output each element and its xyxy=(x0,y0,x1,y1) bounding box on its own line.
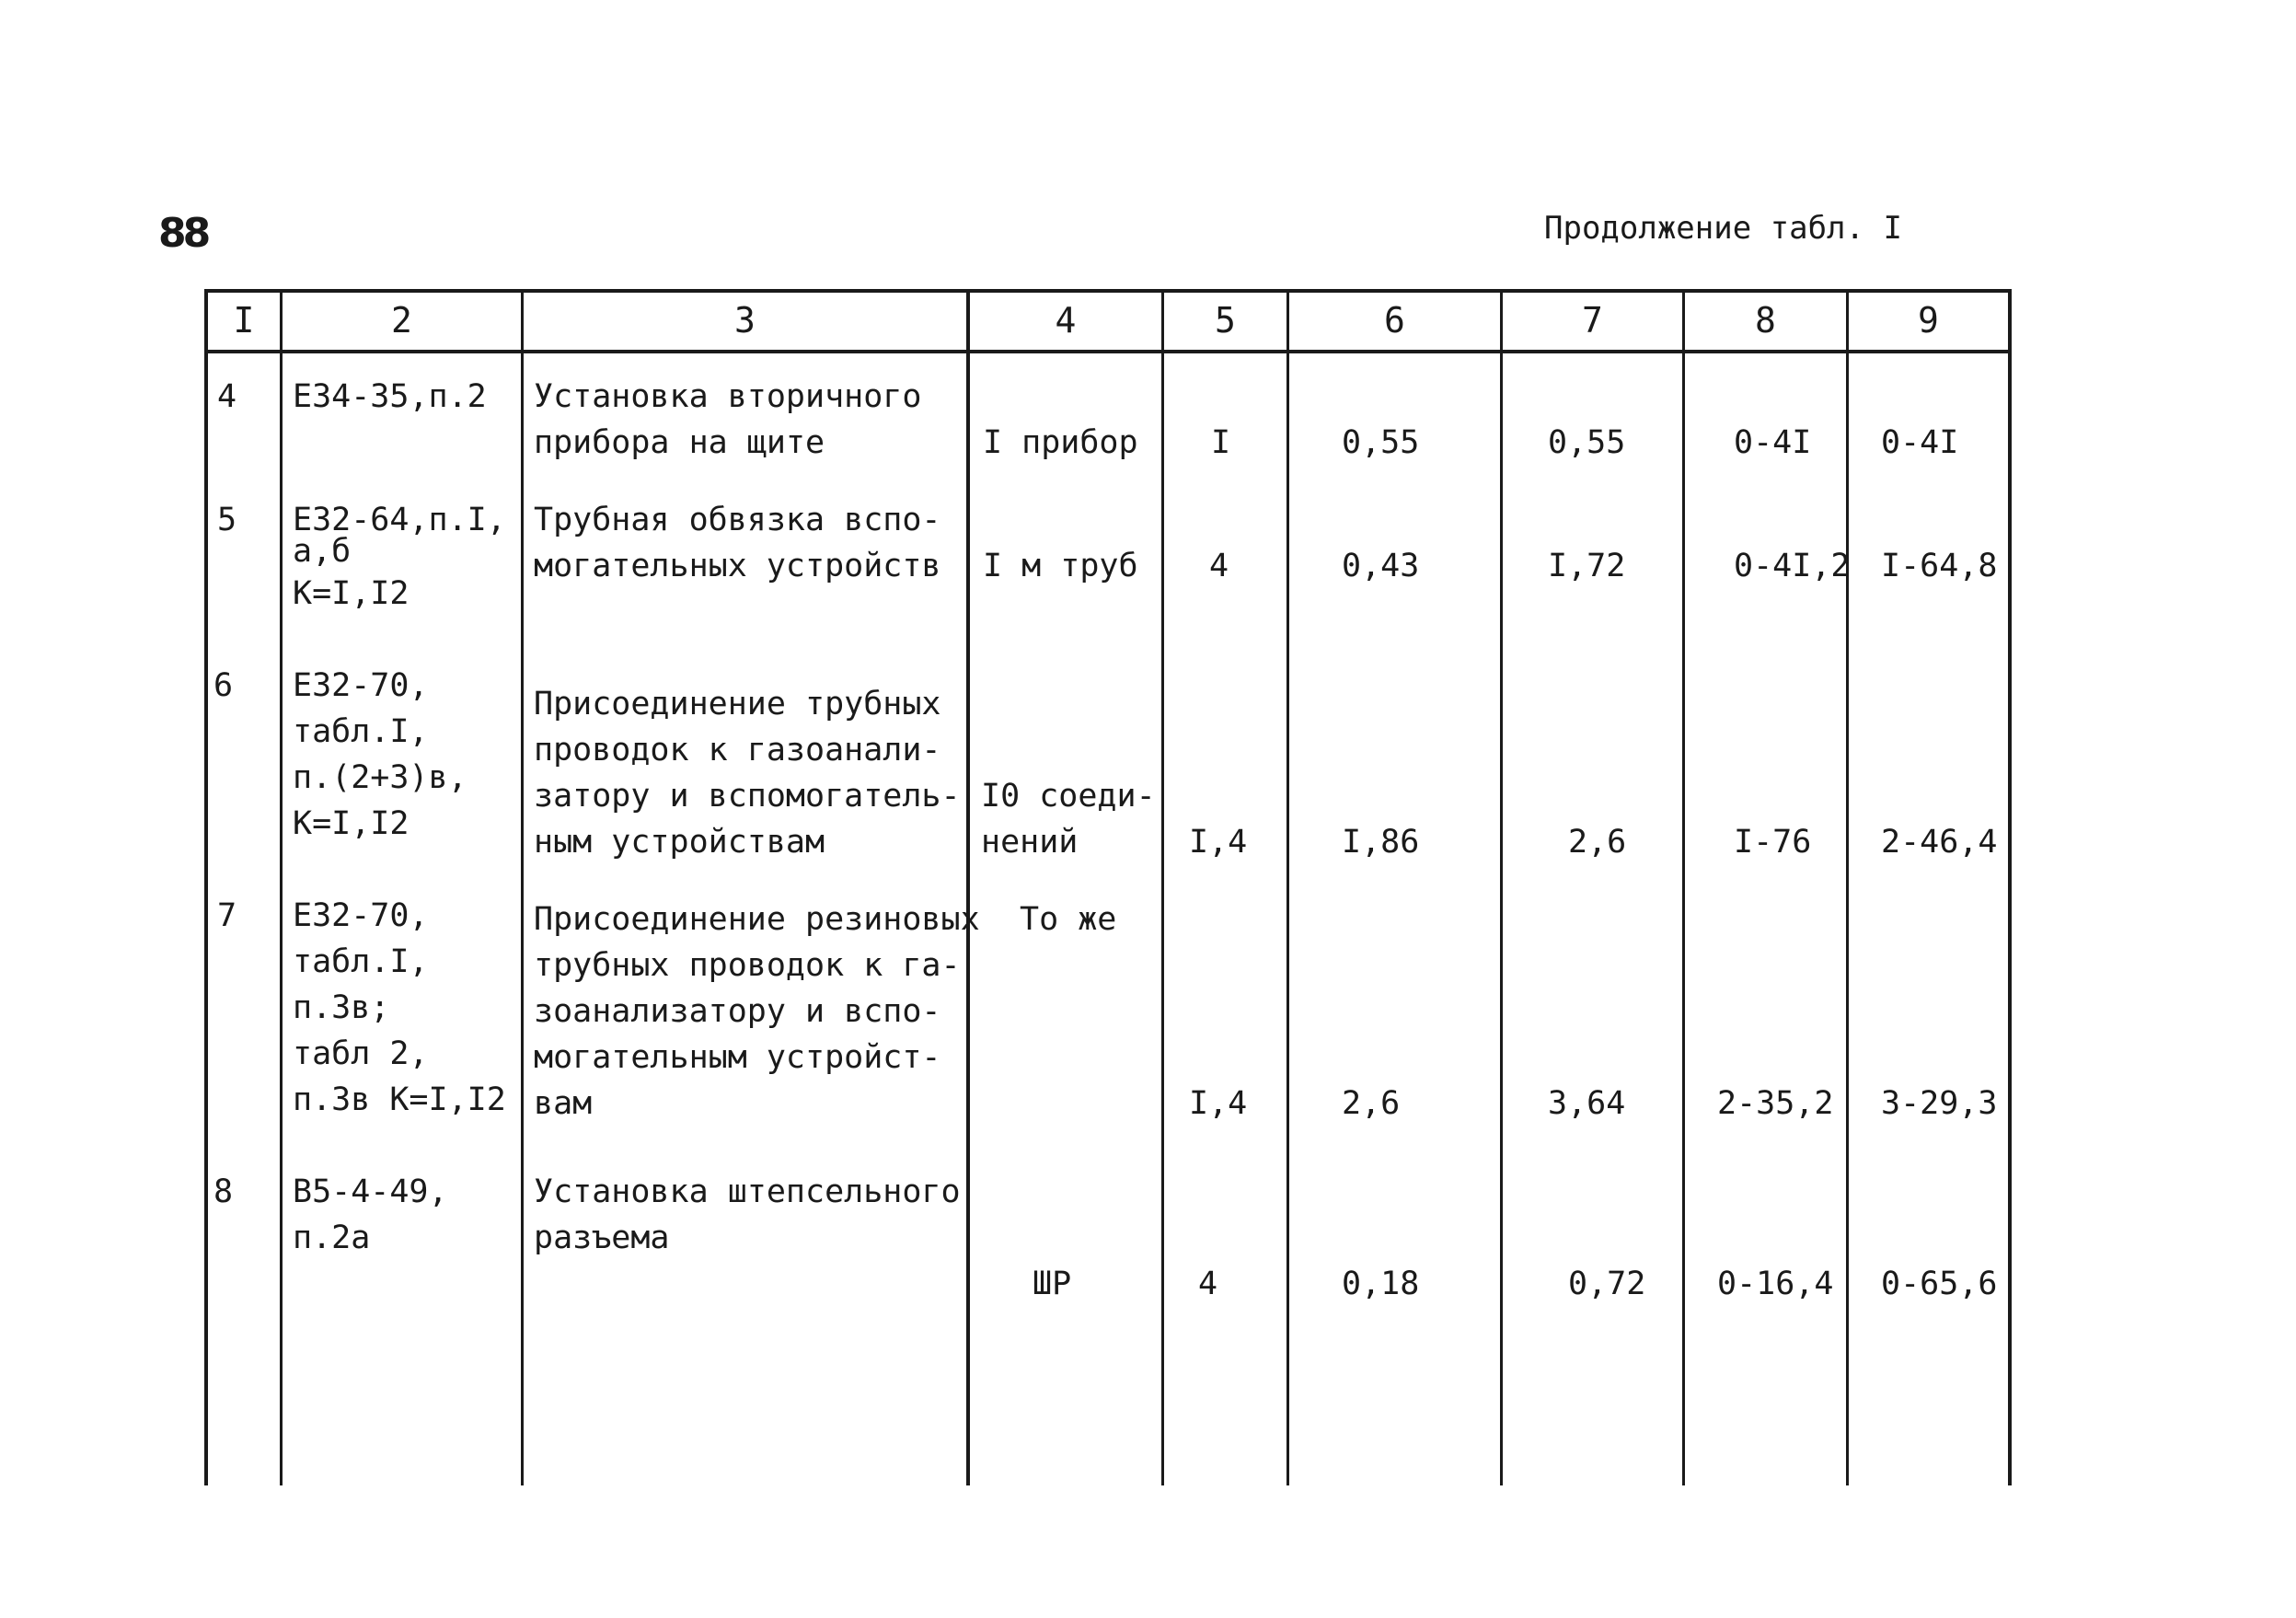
unit-line: I прибор xyxy=(983,424,1138,461)
reference-line: п.(2+3)в, xyxy=(293,759,467,796)
reference-line: табл.I, xyxy=(293,943,429,980)
header-cell: 2 xyxy=(391,300,412,341)
page-number: 88 xyxy=(158,210,208,257)
norm-value: 2,6 xyxy=(1342,1085,1401,1122)
header-cell: 5 xyxy=(1215,300,1236,341)
col-rule xyxy=(1500,289,1503,1485)
row-number: 7 xyxy=(217,897,237,934)
quantity: I,4 xyxy=(1189,1085,1248,1122)
col8-value: I-76 xyxy=(1734,824,1812,861)
description-line: Присоединение резиновых xyxy=(534,901,980,938)
norm-value: I,86 xyxy=(1342,824,1420,861)
col-rule xyxy=(204,289,208,1485)
col9-value: 0-4I xyxy=(1881,424,1959,461)
description-line: могательных устройств xyxy=(534,548,941,584)
header-bottom-rule xyxy=(204,350,2012,353)
unit-line: ШР xyxy=(1033,1266,1072,1302)
header-cell: 4 xyxy=(1055,300,1077,341)
quantity: I,4 xyxy=(1189,824,1248,861)
col-rule xyxy=(1682,289,1685,1485)
col-rule xyxy=(1846,289,1849,1485)
quantity: 4 xyxy=(1209,548,1229,584)
reference-line: п.3в; xyxy=(293,989,390,1026)
reference-line: B5-4-49, xyxy=(293,1173,448,1210)
col8-value: 0-4I,2 xyxy=(1734,548,1851,584)
description-line: Трубная обвязка вспо- xyxy=(534,502,941,538)
description-line: Установка штепсельного xyxy=(534,1173,961,1210)
norm-value: 0,55 xyxy=(1342,424,1420,461)
description-line: ным устройствам xyxy=(534,824,825,861)
reference-line: E34-35,п.2 xyxy=(293,378,487,415)
description-line: зоанализатору и вспо- xyxy=(534,993,941,1030)
description-line: могательным устройст- xyxy=(534,1039,941,1076)
col9-value: 2-46,4 xyxy=(1881,824,1998,861)
header-cell: 3 xyxy=(734,300,756,341)
norm-value: 0,18 xyxy=(1342,1266,1420,1302)
col8-value: 0-16,4 xyxy=(1717,1266,1834,1302)
total-value: 0,55 xyxy=(1548,424,1626,461)
description-line: проводок к газоанали- xyxy=(534,732,941,769)
reference-line: п.3в К=I,I2 xyxy=(293,1081,506,1118)
col8-value: 0-4I xyxy=(1734,424,1812,461)
row-number: 5 xyxy=(217,502,237,538)
reference-line: п.2а xyxy=(293,1219,371,1256)
unit-line: нений xyxy=(981,824,1079,861)
col8-value: 2-35,2 xyxy=(1717,1085,1834,1122)
row-number: 8 xyxy=(213,1173,234,1210)
col9-value: 3-29,3 xyxy=(1881,1085,1998,1122)
total-value: 3,64 xyxy=(1548,1085,1626,1122)
reference-line: табл 2, xyxy=(293,1035,429,1072)
unit-line: I м труб xyxy=(983,548,1138,584)
description-line: Присоединение трубных xyxy=(534,686,941,722)
reference-line: E32-70, xyxy=(293,667,429,704)
reference-line: а,б xyxy=(293,533,352,570)
col-rule xyxy=(2008,289,2012,1485)
table-top-rule xyxy=(204,289,2012,293)
col-rule xyxy=(1286,289,1289,1485)
row-number: 4 xyxy=(217,378,237,415)
reference-line: E32-64,п.I, xyxy=(293,502,506,538)
header-cell: 8 xyxy=(1755,300,1776,341)
norm-value: 0,43 xyxy=(1342,548,1420,584)
col-rule xyxy=(966,289,970,1485)
col-rule xyxy=(280,289,283,1485)
reference-line: табл.I, xyxy=(293,713,429,750)
header-cell: 6 xyxy=(1384,300,1405,341)
quantity: 4 xyxy=(1198,1266,1218,1302)
total-value: 0,72 xyxy=(1568,1266,1646,1302)
col9-value: I-64,8 xyxy=(1881,548,1998,584)
reference-line: E32-70, xyxy=(293,897,429,934)
header-cell: 7 xyxy=(1582,300,1603,341)
description-line: вам xyxy=(534,1085,593,1122)
description-line: разъема xyxy=(534,1219,670,1256)
row-number: 6 xyxy=(213,667,234,704)
unit-line: То же xyxy=(1020,901,1117,938)
unit-line: I0 соеди- xyxy=(981,778,1156,815)
description-line: прибора на щите xyxy=(534,424,825,461)
col-rule xyxy=(1161,289,1164,1485)
header-cell: 9 xyxy=(1918,300,1939,341)
total-value: 2,6 xyxy=(1568,824,1627,861)
description-line: затору и вспомогатель- xyxy=(534,778,961,815)
header-cell: I xyxy=(233,300,255,341)
col-rule xyxy=(521,289,524,1485)
col9-value: 0-65,6 xyxy=(1881,1266,1998,1302)
total-value: I,72 xyxy=(1548,548,1626,584)
description-line: Установка вторичного xyxy=(534,378,922,415)
reference-line: К=I,I2 xyxy=(293,575,410,612)
quantity: I xyxy=(1211,424,1231,461)
reference-line: К=I,I2 xyxy=(293,805,410,842)
description-line: трубных проводок к га- xyxy=(534,947,961,984)
continuation-label: Продолжение табл. I xyxy=(1544,210,1902,247)
